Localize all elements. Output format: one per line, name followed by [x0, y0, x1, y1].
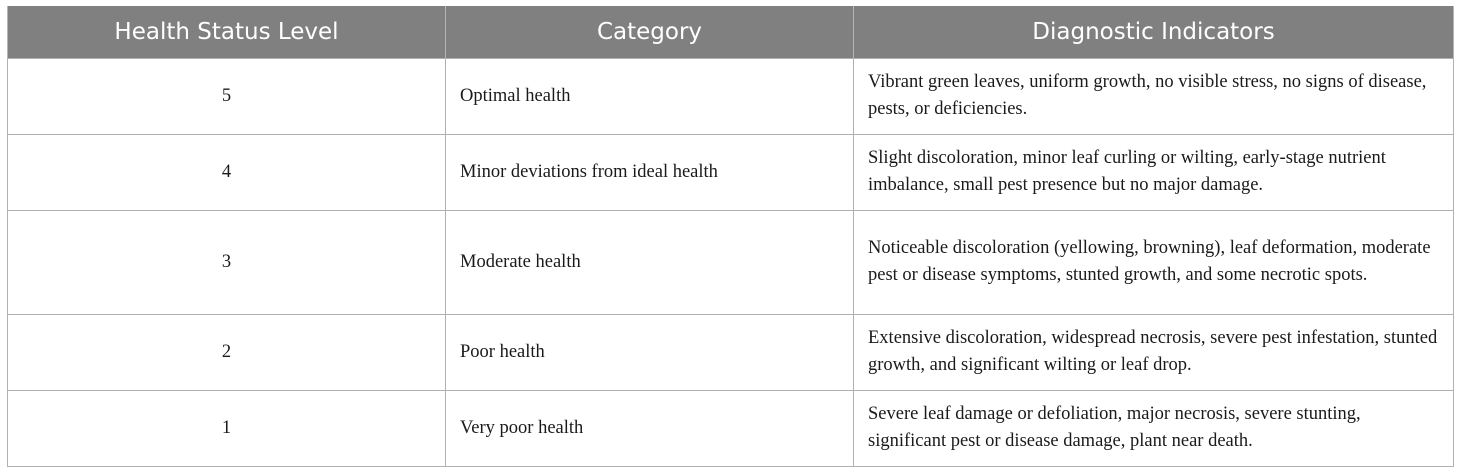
category-cell: Very poor health: [446, 390, 854, 466]
health-level-cell: 4: [8, 134, 446, 210]
table-header: [8, 6, 1454, 58]
category-cell: Moderate health: [446, 210, 854, 314]
table-row: [8, 314, 1454, 390]
diagnostic-indicators-cell: Slight discoloration, minor leaf curling or wilting, early-stage nutrient imbalance, small pest presence but no major damage.: [854, 134, 1454, 210]
table-row: [8, 210, 1454, 314]
header-health-status-level: Health Status Level: [8, 6, 446, 58]
header-row: [8, 6, 1454, 58]
health-level-cell: 1: [8, 390, 446, 466]
diagnostic-indicators-cell: Noticeable discoloration (yellowing, browning), leaf deformation, moderate pest or disease symptoms, stunted growth, and some necrotic spots.: [854, 210, 1454, 314]
diagnostic-indicators-cell: Vibrant green leaves, uniform growth, no visible stress, no signs of disease, pests, or deficiencies.: [854, 58, 1454, 134]
category-cell: Optimal health: [446, 58, 854, 134]
header-category: Category: [446, 6, 854, 58]
health-level-cell: 2: [8, 314, 446, 390]
diagnostic-indicators-cell: Extensive discoloration, widespread necrosis, severe pest infestation, stunted growth, and significant wilting or leaf drop.: [854, 314, 1454, 390]
table-row: [8, 134, 1454, 210]
health-status-table: [7, 6, 1454, 467]
health-level-cell: 5: [8, 58, 446, 134]
table-row: [8, 390, 1454, 466]
diagnostic-indicators-cell: Severe leaf damage or defoliation, major necrosis, severe stunting, significant pest or disease damage, plant near death.: [854, 390, 1454, 466]
table-body: [8, 58, 1454, 466]
header-diagnostic-indicators: Diagnostic Indicators: [854, 6, 1454, 58]
table-row: [8, 58, 1454, 134]
category-cell: Poor health: [446, 314, 854, 390]
health-level-cell: 3: [8, 210, 446, 314]
category-cell: Minor deviations from ideal health: [446, 134, 854, 210]
